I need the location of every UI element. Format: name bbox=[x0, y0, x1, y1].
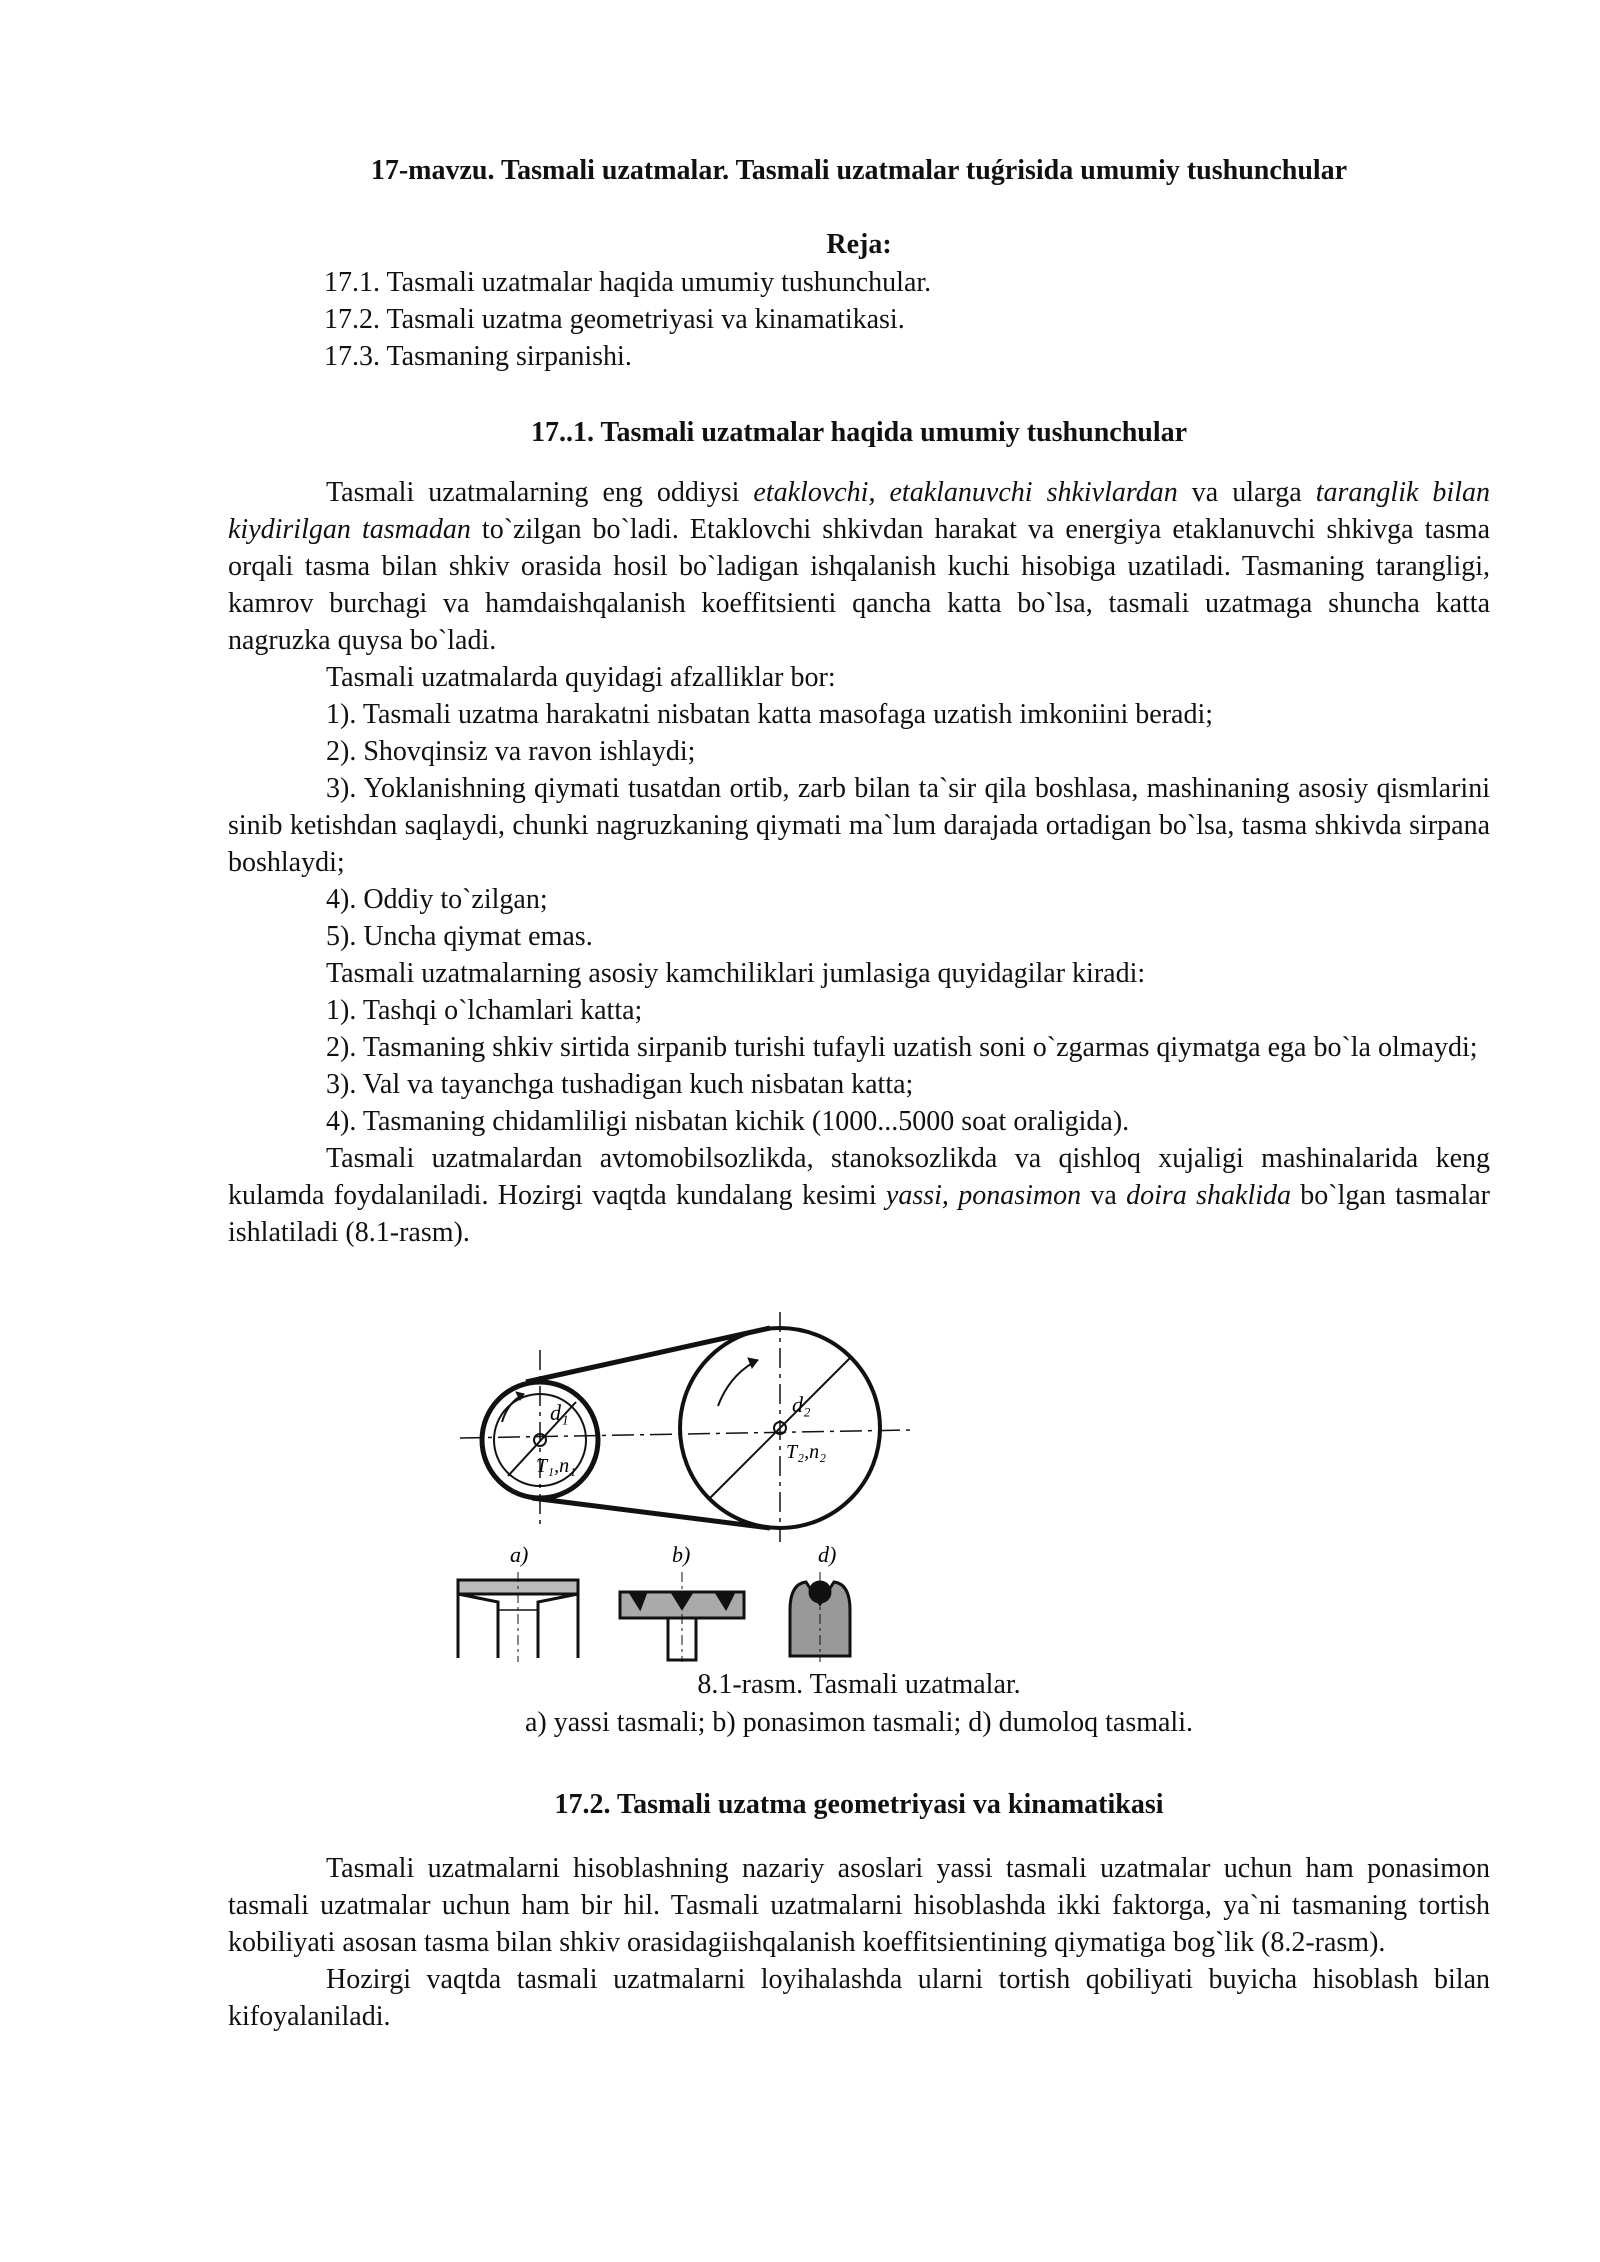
section-2-body bbox=[228, 1850, 1490, 2035]
plan-item: 17.3. Tasmaning sirpanishi. bbox=[324, 341, 632, 372]
belt-drive-drawing bbox=[460, 1312, 910, 1542]
label-b: b) bbox=[672, 1542, 691, 1567]
disadvantage-item: 1). Tashqi o`lchamlari katta; bbox=[326, 995, 643, 1026]
label-a: a) bbox=[510, 1542, 529, 1567]
figure-caption-legend: a) yassi tasmali; b) ponasimon tasmali; d) dumoloq tasmali. bbox=[524, 1707, 1193, 1738]
advantage-item: 5). Uncha qiymat emas. bbox=[326, 921, 593, 952]
plan-list bbox=[324, 264, 931, 375]
advantage-item: 1). Tasmali uzatma harakatni nisbatan katta masofaga uzatish imkoniini beradi; bbox=[326, 699, 1214, 730]
section-1-heading: 17..1. Tasmali uzatmalar haqida umumiy tushunchular bbox=[530, 417, 1188, 448]
figure-caption: 8.1-rasm. Tasmali uzatmalar. bbox=[697, 1669, 1021, 1700]
page-title: 17-mavzu. Tasmali uzatmalar. Tasmali uzatmalar tuǵrisida umumiy tushunchular bbox=[370, 155, 1348, 186]
d1-label: d₁ bbox=[550, 1400, 569, 1425]
plan-heading: Reja: bbox=[826, 229, 892, 260]
disadvantages-intro: Tasmali uzatmalarning asosiy kamchiliklari jumlasiga quyidagilar kiradi: bbox=[326, 958, 1146, 989]
round-belt-section bbox=[790, 1572, 850, 1662]
t2n2-label: T₂,n₂ bbox=[786, 1441, 827, 1463]
advantage-item: 3). Yoklanishning qiymati tusatdan ortib, zarb bilan ta`sir qila boshlasa, mashinaning asosiy qismlarini sinib ketishdan saqlaydi, chunki nagruzkaning qiymati ma`lum darajada ortadigan bo`lsa, tasma shkivda sirpana boshlaydi; bbox=[228, 773, 1490, 878]
plan-item: 17.2. Tasmali uzatma geometriyasi va kinamatikasi. bbox=[324, 304, 905, 335]
intro-paragraph: Tasmali uzatmalarning eng oddiysi etaklovchi, etaklanuvchi shkivlardan va ularga taranglik bilan kiydirilgan tasmadan to`zilgan bo`ladi. Etaklovchi shkivdan harakat va energiya etaklanuvchi shkivga tasma orqali tasma bilan shkiv orasida hosil bo`ladigan ishqalanish kuchi hisobiga uzatiladi. Tasmaning tarangligi, kamrov burchagi va hamdaishqalanish koeffitsienti qancha katta bo`lsa, tasmali uzatmaga shuncha katta nagruzka quysa bo`ladi. bbox=[228, 477, 1490, 656]
label-d: d) bbox=[818, 1542, 837, 1567]
arrowhead-2 bbox=[748, 1358, 758, 1368]
belt-top bbox=[526, 1328, 770, 1382]
advantage-item: 2). Shovqinsiz va ravon ishlaydi; bbox=[326, 736, 696, 767]
flat-belt-section bbox=[458, 1572, 578, 1662]
usage-paragraph: Tasmali uzatmalardan avtomobilsozlikda, stanoksozlikda va qishloq xujaligi mashinalarida keng kulamda foydalaniladi. Hozirgi vaqtda kundalang kesimi yassi, ponasimon va doira shaklida bo`lgan tasmalar ishlatiladi (8.1-rasm). bbox=[228, 1143, 1490, 1248]
d2-label: d₂ bbox=[792, 1392, 811, 1417]
v-belt-section bbox=[620, 1572, 744, 1662]
section-2-heading: 17.2. Tasmali uzatma geometriyasi va kinamatikasi bbox=[554, 1789, 1164, 1820]
t1n1-label: T₁,n₁ bbox=[536, 1455, 577, 1477]
center-line bbox=[460, 1430, 910, 1438]
section-2-paragraph: Hozirgi vaqtda tasmali uzatmalarni loyihalashda ularni tortish qobiliyati buyicha hisoblash bilan kifoyalaniladi. bbox=[228, 1964, 1490, 2032]
advantage-item: 4). Oddiy to`zilgan; bbox=[326, 884, 548, 915]
belt-drive-figure bbox=[440, 1310, 1180, 1670]
disadvantage-item: 3). Val va tayanchga tushadigan kuch nisbatan katta; bbox=[326, 1069, 914, 1100]
section-2-paragraph: Tasmali uzatmalarni hisoblashning nazariy asoslari yassi tasmali uzatmalar uchun ham ponasimon tasmali uzatmalar uchun ham bir hil. Tasmali uzatmalarni hisoblashda ikki faktorga, ya`ni tasmaning tortish kobiliyati asosan tasma bilan shkiv orasidagiishqalanish koeffitsientining qiymatiga bog`lik (8.2-rasm). bbox=[228, 1853, 1490, 1958]
disadvantage-item: 4). Tasmaning chidamliligi nisbatan kichik (1000...5000 soat oraligida). bbox=[326, 1106, 1130, 1137]
advantages-intro: Tasmali uzatmalarda quyidagi afzalliklar bor: bbox=[326, 662, 836, 693]
disadvantage-item: 2). Tasmaning shkiv sirtida sirpanib turishi tufayli uzatish soni o`zgarmas qiymatga ega bo`la olmaydi; bbox=[326, 1032, 1478, 1063]
belt-bottom bbox=[532, 1498, 770, 1528]
plan-item: 17.1. Tasmali uzatmalar haqida umumiy tushunchular. bbox=[324, 267, 932, 298]
section-1-body bbox=[228, 474, 1490, 1251]
